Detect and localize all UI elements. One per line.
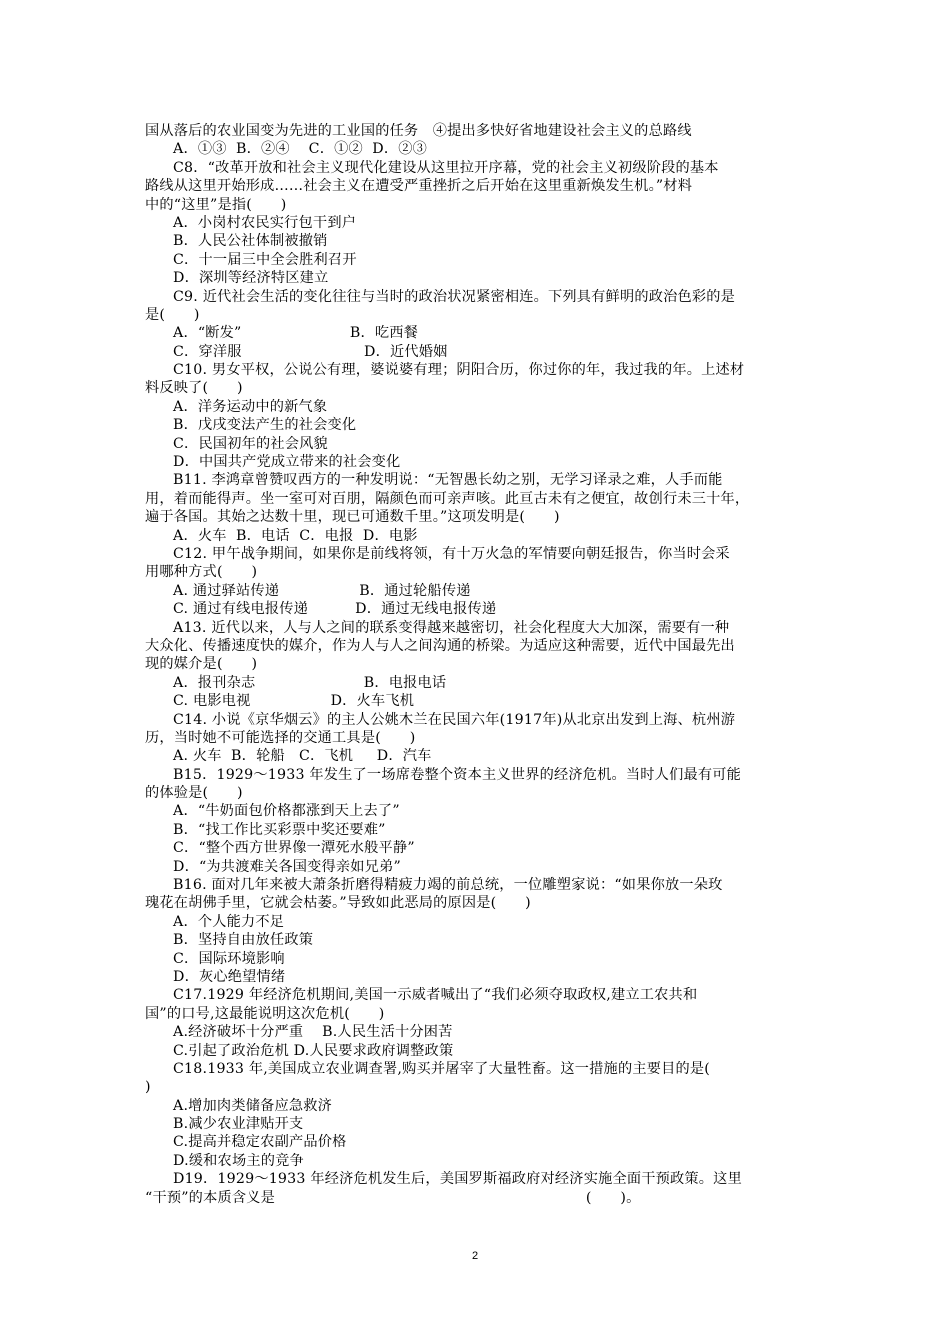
text-line: 中的“这里”是指( ) [145,196,287,213]
text-line: A．“断发” B．吃西餐 [173,325,419,342]
text-line: D.缓和农场主的竞争 [173,1152,304,1169]
text-line: A．“牛奶面包价格都涨到天上去了” [173,803,400,820]
text-line: C.引起了政治危机 D.人民要求政府调整政策 [173,1042,454,1059]
text-line: B.减少农业津贴开支 [173,1116,304,1133]
text-line: A. 通过驿站传递 B．通过轮船传递 [173,582,471,599]
text-line: 是( ) [145,306,200,323]
text-line: B．戊戌变法产生的社会变化 [173,417,357,434]
text-line: 国”的口号,这最能说明这次危机( ) [145,1005,385,1022]
page-number: 2 [471,1250,479,1262]
text-line: C8．“改革开放和社会主义现代化建设从这里拉开序幕，党的社会主义初级阶段的基本 [173,159,719,176]
text-line: B16. 面对几年来被大萧条折磨得精疲力竭的前总统，一位雕塑家说：“如果你放一朵玫 [173,877,723,894]
text-line: D．中国共产党成立带来的社会变化 [173,454,401,471]
text-line: A．洋务运动中的新气象 [173,398,328,415]
text-line: 国从落后的农业国变为先进的工业国的任务 ④提出多快好省地建设社会主义的总路线 [145,123,692,139]
text-line: 现的媒介是( ) [145,656,258,673]
text-line: C14. 小说《京华烟云》的主人公姚木兰在民国六年(1917年)从北京出发到上海、杭州游 [173,711,736,728]
text-line: 大众化、传播速度快的媒介，作为人与人之间沟通的桥梁。为适应这种需要，近代中国最先出 [145,637,735,654]
text-line: 用哪种方式( ) [145,564,258,581]
text-line: C17.1929 年经济危机期间,美国一示威者喊出了“我们必须夺取政权,建立工农共和 [173,987,698,1004]
text-line: A. 火车 B．轮船 C．飞机 D．汽车 [173,748,432,765]
text-line: C10. 男女平权，公说公有理，婆说婆有理；阴阳合历，你过你的年，我过我的年。上述材 [173,362,745,379]
text-line: C18.1933 年,美国成立农业调查署,购买并屠宰了大量牲畜。这一措施的主要目的是( [173,1060,711,1077]
text-line: C．穿洋服 D．近代婚姻 [173,343,448,360]
text-line: C．十一届三中全会胜利召开 [173,251,357,268]
text-line: ) [145,1079,151,1096]
text-line: “干预”的本质含义是 ( )。 [145,1189,641,1206]
text-line: C12. 甲午战争期间，如果你是前线将领，有十万火急的军情要向朝廷报告，你当时会采 [173,545,730,562]
document-body [145,122,810,1207]
text-line: C.提高并稳定农副产品价格 [173,1134,347,1151]
text-line: 的体验是( ) [145,785,243,802]
text-line: C9. 近代社会生活的变化往往与当时的政治状况紧密相连。下列具有鲜明的政治色彩的是 [173,288,736,305]
text-line: D．“为共渡难关各国变得亲如兄弟” [173,858,401,875]
text-line: 遍于各国。其始之达数十里，现已可通数千里。”这项发明是( ) [145,509,560,526]
text-line: A．小岗村农民实行包干到户 [173,214,357,231]
text-line: 历，当时她不可能选择的交通工具是( ) [145,729,416,746]
text-line: B11. 李鸿章曾赞叹西方的一种发明说：“无智愚长幼之别，无学习译录之难，人手而能 [173,472,723,489]
text-line: B．“找工作比买彩票中奖还要难” [173,821,386,838]
text-line: B．人民公社体制被撤销 [173,233,328,250]
text-line: C. 通过有线电报传递 D．通过无线电报传递 [173,601,497,618]
text-line: C. 电影电视 D．火车飞机 [173,693,415,710]
text-line: B15．1929～1933 年发生了一场席卷整个资本主义世界的经济危机。当时人们最有可能 [173,766,742,783]
text-line: A13. 近代以来，人与人之间的联系变得越来越密切，社会化程度大大加深，需要有一种 [173,619,730,636]
text-line: 用，着而能得声。坐一室可对百朋，隔颜色而可亲声咳。此亘古未有之便宜，故创行未三十年， [145,490,750,507]
text-line: A．报刊杂志 B．电报电话 [173,674,447,691]
text-line: A．个人能力不足 [173,913,285,930]
text-line: A．火车 B．电话 C．电报 D．电影 [173,527,418,544]
text-line: D．深圳等经济特区建立 [173,270,329,287]
text-line: 料反映了( ) [145,380,243,397]
text-line: 瑰花在胡佛手里，它就会枯萎。”导致如此恶局的原因是( ) [145,895,531,912]
text-line: B．坚持自由放任政策 [173,932,314,949]
text-line: 路线从这里开始形成……社会主义在遭受严重挫折之后开始在这里重新焕发生机。”材料 [145,178,693,195]
text-line: A.增加肉类储备应急救济 [173,1097,333,1114]
text-line: C．国际环境影响 [173,950,285,967]
text-line: D19．1929～1933 年经济危机发生后，美国罗斯福政府对经济实施全面干预政策。这里 [173,1171,742,1188]
text-line: C．民国初年的社会风貌 [173,435,328,452]
text-line: C．“整个西方世界像一潭死水般平静” [173,840,415,857]
text-line: D．灰心绝望情绪 [173,968,286,985]
text-line: A.经济破坏十分严重 B.人民生活十分困苦 [173,1024,453,1041]
text-line: A．①③ B．②④ C．①② D．②③ [173,141,428,158]
